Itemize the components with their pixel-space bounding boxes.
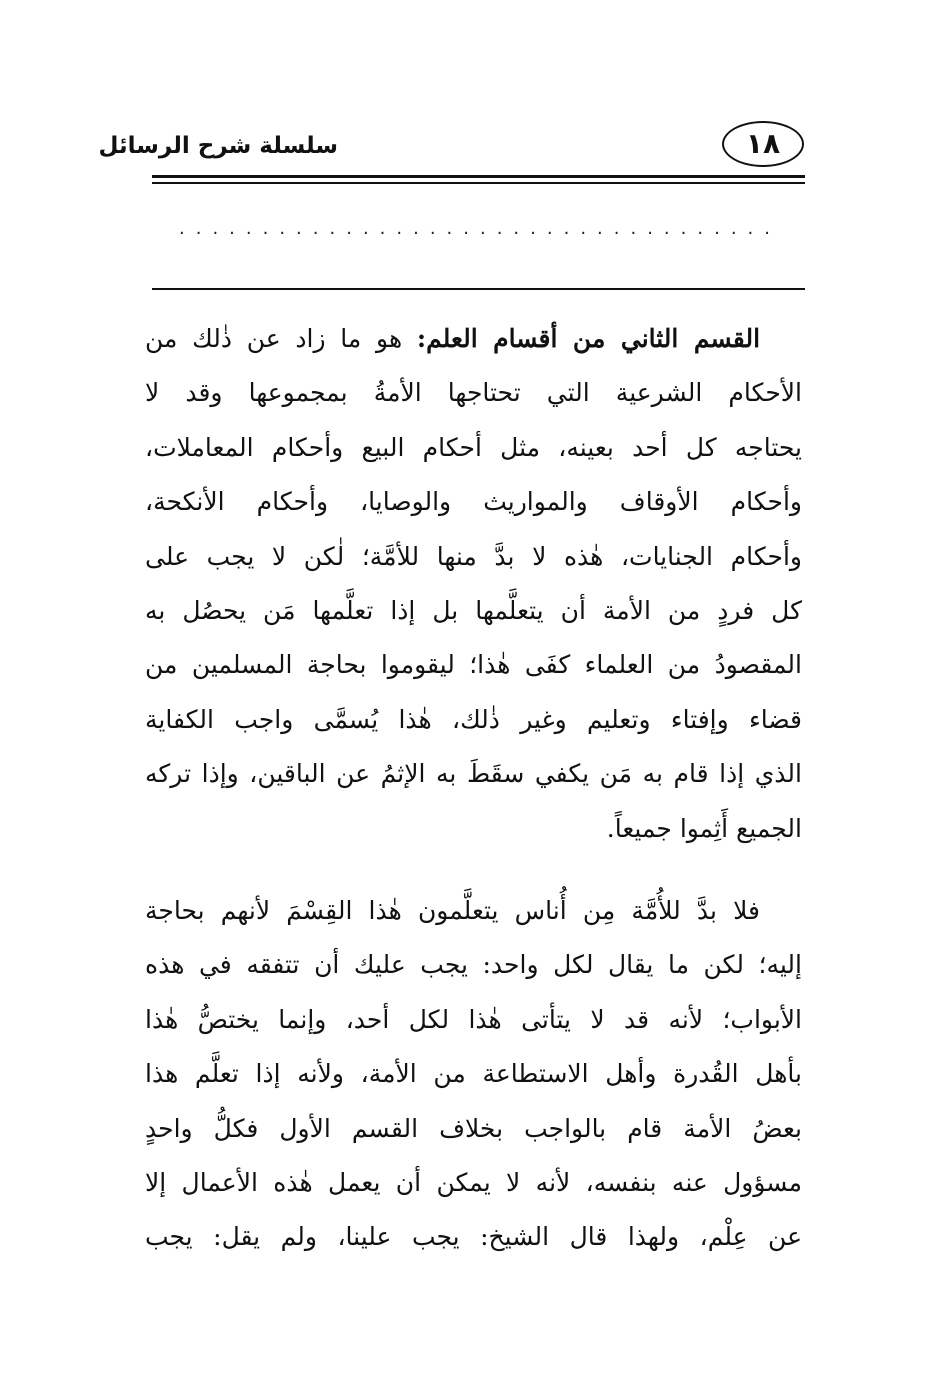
running-title: سلسلة شرح الرسائل — [98, 133, 338, 159]
paragraph-line: مسؤول عنه بنفسه، لأنه لا يمكن أن يعمل هٰذه الأعمال إلا — [145, 1168, 802, 1198]
paragraph-1 — [145, 312, 802, 856]
paragraph-line: الذي إذا قام به مَن يكفي سقَطَ به الإثمُ عن الباقين، وإذا تركه — [145, 759, 802, 789]
paragraph-line: وأحكام الجنايات، هٰذه لا بدَّ منها للأمَّة؛ لٰكن لا يجب على — [145, 541, 802, 571]
paragraph-line: الأبواب؛ لأنه قد لا يتأتى هٰذا لكل أحد، وإنما يختصُّ هٰذا — [145, 1004, 802, 1034]
paragraph-line: عن عِلْم، ولهذا قال الشيخ: يجب علينا، ولم يقل: يجب — [145, 1222, 802, 1252]
paragraph-line: الجميع أَثِموا جميعاً. — [606, 813, 802, 843]
header-rule-thin — [152, 182, 805, 184]
paragraph-line: إليه؛ لكن ما يقال لكل واحد: يجب عليك أن تتفقه في هذه — [145, 950, 802, 980]
page-number: ١٨ — [722, 121, 804, 167]
paragraph-line — [145, 312, 802, 366]
paragraph-line: بأهل القُدرة وأهل الاستطاعة من الأمة، ولأنه إذا تعلَّم هذا — [145, 1059, 802, 1089]
section-lead: القسم الثاني من أقسام العلم: — [416, 324, 761, 353]
paragraph-line: المقصودُ من العلماء كفَى هٰذا؛ ليقوموا بحاجة المسلمين من — [145, 650, 802, 680]
header-rule-thick — [152, 175, 805, 178]
paragraph-line: كل فردٍ من الأمة أن يتعلَّمها بل إذا تعلَّمها مَن يحصُل به — [145, 596, 802, 626]
separator-rule — [152, 288, 805, 290]
dotted-separator: .................................... — [179, 218, 781, 239]
paragraph-line: يحتاجه كل أحد بعينه، مثل أحكام البيع وأحكام المعاملات، — [145, 432, 802, 462]
paragraph-line: فلا بدَّ للأُمَّة مِن أُناس يتعلَّمون هٰذا القِسْمَ لأنهم بحاجة — [145, 896, 760, 925]
paragraph-line: الأحكام الشرعية التي تحتاجها الأمةُ بمجموعها وقد لا — [145, 378, 802, 408]
paragraph-line: وأحكام الأوقاف والمواريث والوصايا، وأحكام الأنكحة، — [145, 487, 802, 517]
paragraph-line: بعضُ الأمة قام بالواجب بخلاف القسم الأول فكلُّ واحدٍ — [145, 1113, 802, 1143]
line-text: هو ما زاد عن ذٰلك من — [145, 324, 403, 353]
paragraph-line: قضاء وإفتاء وتعليم وغير ذٰلك، هٰذا يُسمَّى واجب الكفاية — [145, 704, 802, 734]
paragraph-2 — [145, 884, 802, 1265]
